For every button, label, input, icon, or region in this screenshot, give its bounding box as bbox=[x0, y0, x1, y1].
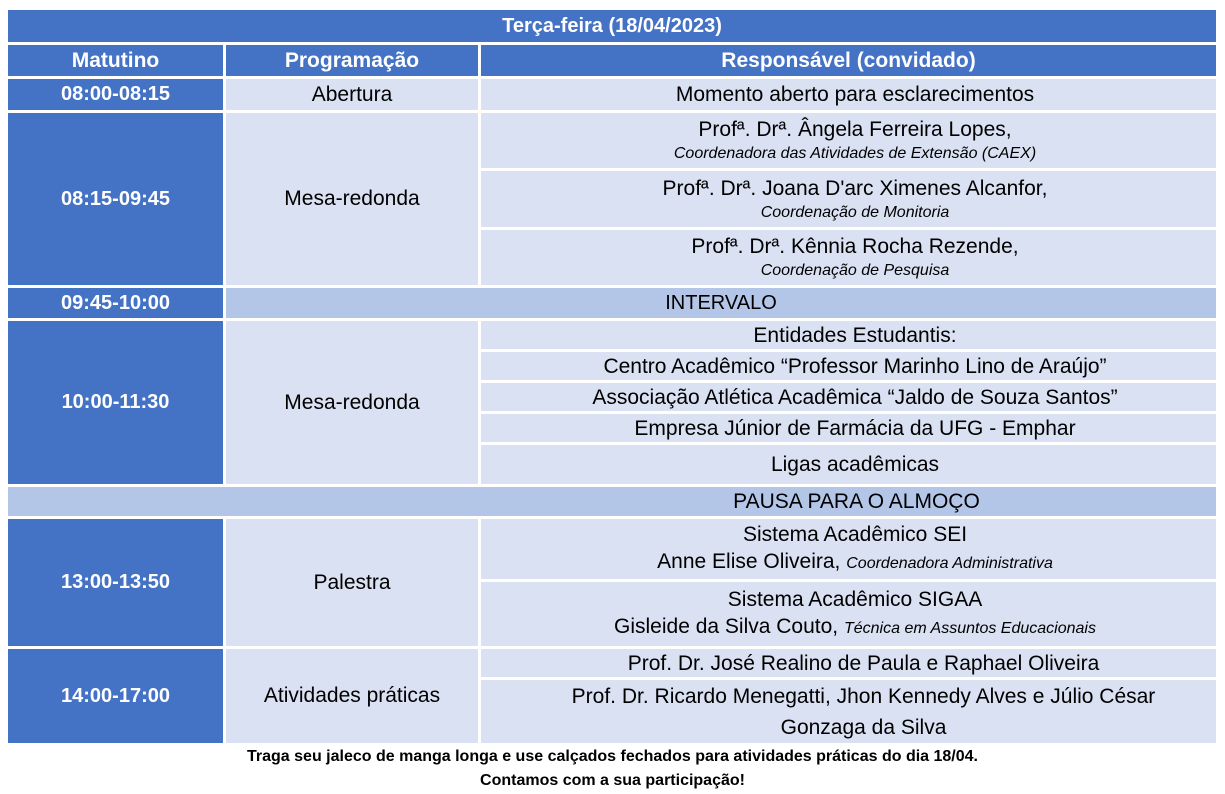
lunch-break-label: PAUSA PARA O ALMOÇO bbox=[733, 490, 980, 513]
responsible-text: Centro Acadêmico “Professor Marinho Lino de Araújo” bbox=[603, 354, 1107, 378]
lunch-break-cell bbox=[484, 487, 1216, 516]
responsible-list bbox=[481, 113, 1216, 285]
table-row bbox=[8, 649, 1216, 743]
responsible-list bbox=[481, 649, 1216, 743]
responsible-cell bbox=[481, 79, 1216, 110]
break-row bbox=[8, 288, 1216, 321]
time-cell: 10:00-11:30 bbox=[8, 321, 226, 484]
footer-thanks: Contamos com a sua participação! bbox=[480, 772, 745, 789]
responsible-text: Entidades Estudantis: bbox=[753, 323, 957, 347]
responsible-role: Técnica em Assuntos Educacionais bbox=[843, 620, 1096, 637]
responsible-list bbox=[481, 321, 1216, 484]
program-cell: Abertura bbox=[226, 79, 481, 110]
responsible-text: Gonzaga da Silva bbox=[780, 715, 947, 739]
responsible-item bbox=[481, 171, 1216, 230]
time-cell: 08:15-09:45 bbox=[8, 113, 226, 285]
lunch-break-spacer bbox=[8, 487, 484, 516]
responsible-list bbox=[481, 519, 1216, 646]
header-row bbox=[8, 45, 1216, 79]
responsible-name: Anne Elise Oliveira, bbox=[657, 550, 841, 573]
break-label: INTERVALO bbox=[226, 288, 1216, 318]
responsible-item bbox=[481, 519, 1216, 582]
responsible-item bbox=[481, 582, 1216, 646]
responsible-role: Coordenação de Monitoria bbox=[760, 203, 950, 221]
responsible-role: Coordenação de Pesquisa bbox=[760, 262, 950, 279]
footer-note: Traga seu jaleco de manga longa e use calçados fechados para atividades práticas do dia 18/04. bbox=[247, 748, 978, 765]
responsible-item bbox=[481, 649, 1216, 680]
table-row bbox=[8, 519, 1216, 649]
responsible-role: Coordenadora Administrativa bbox=[846, 555, 1053, 572]
responsible-text: Prof. Dr. Ricardo Menegatti, Jhon Kennedy Alves e Júlio César bbox=[571, 684, 1156, 708]
table-title: Terça-feira (18/04/2023) bbox=[8, 10, 1216, 42]
responsible-item bbox=[481, 230, 1216, 285]
table-title-row bbox=[8, 10, 1216, 45]
table-row bbox=[8, 321, 1216, 487]
responsible-role: Coordenadora das Atividades de Extensão (CAEX) bbox=[673, 145, 1037, 162]
table-row bbox=[8, 79, 1216, 113]
time-cell: 09:45-10:00 bbox=[8, 288, 226, 318]
responsible-name: Gisleide da Silva Couto, bbox=[614, 615, 839, 638]
program-cell: Atividades práticas bbox=[226, 649, 481, 743]
schedule-table bbox=[8, 10, 1216, 743]
responsible-item bbox=[481, 414, 1216, 445]
time-cell: 08:00-08:15 bbox=[8, 79, 226, 110]
responsible-item bbox=[481, 352, 1216, 383]
responsible-text: Momento aberto para esclarecimentos bbox=[675, 83, 1035, 106]
responsible-name: Profª. Drª. Ângela Ferreira Lopes, bbox=[698, 118, 1012, 141]
responsible-item bbox=[481, 445, 1216, 484]
header-responsavel: Responsável (convidado) bbox=[481, 45, 1216, 76]
responsible-text: Ligas acadêmicas bbox=[770, 453, 940, 476]
header-programacao: Programação bbox=[226, 45, 481, 76]
time-cell: 13:00-13:50 bbox=[8, 519, 226, 646]
responsible-item bbox=[481, 680, 1216, 743]
lunch-break-row bbox=[8, 487, 1216, 519]
table-row bbox=[8, 113, 1216, 288]
header-matutino: Matutino bbox=[8, 45, 226, 76]
system-name: Sistema Acadêmico SIGAA bbox=[727, 588, 983, 611]
system-name: Sistema Acadêmico SEI bbox=[742, 523, 968, 546]
time-cell: 14:00-17:00 bbox=[8, 649, 226, 743]
program-cell: Palestra bbox=[226, 519, 481, 646]
responsible-item bbox=[481, 383, 1216, 414]
responsible-text: Associação Atlética Acadêmica “Jaldo de Souza Santos” bbox=[592, 385, 1118, 409]
responsible-name: Profª. Drª. Joana D'arc Ximenes Alcanfor, bbox=[662, 176, 1048, 200]
responsible-text: Prof. Dr. José Realino de Paula e Raphael Oliveira bbox=[627, 651, 1100, 675]
responsible-item bbox=[481, 321, 1216, 352]
responsible-item bbox=[481, 113, 1216, 171]
program-cell: Mesa-redonda bbox=[226, 113, 481, 285]
program-cell: Mesa-redonda bbox=[226, 321, 481, 484]
responsible-name: Profª. Drª. Kênnia Rocha Rezende, bbox=[691, 235, 1019, 258]
responsible-text: Empresa Júnior de Farmácia da UFG - Emphar bbox=[634, 416, 1076, 440]
